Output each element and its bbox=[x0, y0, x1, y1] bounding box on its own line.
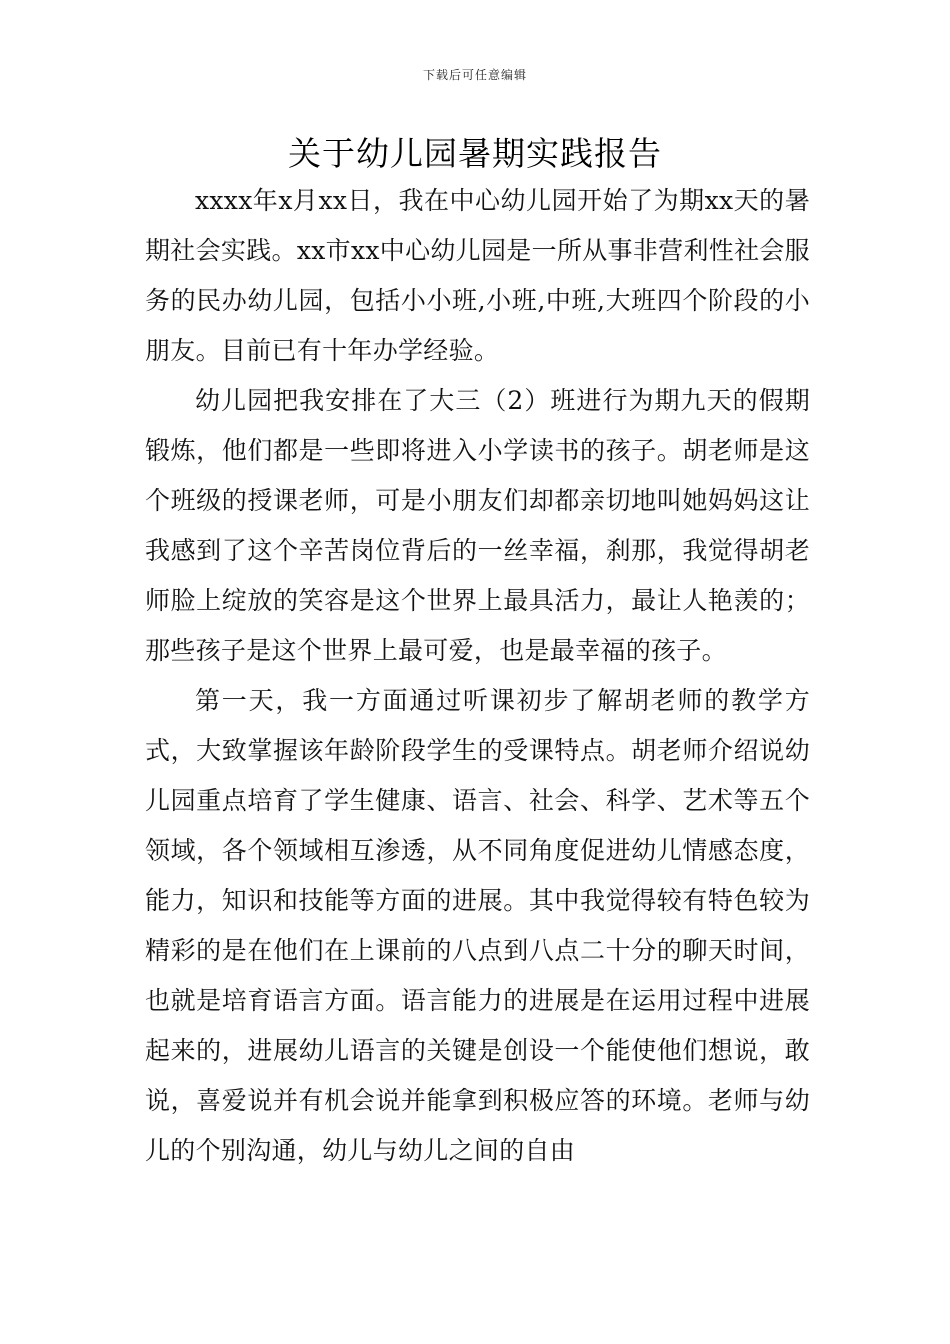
document-title: 关于幼儿园暑期实践报告 bbox=[288, 134, 662, 173]
paragraph-3: 第一天，我一方面通过听课初步了解胡老师的教学方式，大致掌握该年龄阶段学生的受课特点。胡老师介绍说幼儿园重点培育了学生健康、语言、社会、科学、艺术等五个领域，各个领域相互渗透，从不同角度促进幼儿情感态度，能力，知识和技能等方面的进展。其中我觉得较有特色较为精彩的是在他们在上课前的八点到八点二十分的聊天时间，也就是培育语言方面。语言能力的进展是在运用过程中进展起来的，进展幼儿语言的关键是创设一个能使他们想说，敢说，喜爱说并有机会说并能拿到积极应答的环境。老师与幼儿的个别沟通，幼儿与幼儿之间的自由 bbox=[145, 686, 810, 1165]
paragraph-2: 幼儿园把我安排在了大三（2）班进行为期九天的假期锻炼，他们都是一些即将进入小学读书的孩子。胡老师是这个班级的授课老师，可是小朋友们却都亲切地叫她妈妈这让我感到了这个辛苦岗位背后的一丝幸福，刹那，我觉得胡老师脸上绽放的笑容是这个世界上最具活力，最让人艳羡的；那些孩子是这个世界上最可爱，也是最幸福的孩子。 bbox=[145, 386, 810, 665]
header-note: 下载后可任意编辑 bbox=[422, 68, 527, 82]
document-body bbox=[145, 176, 810, 1176]
paragraph-1: xxxx年x月xx日，我在中心幼儿园开始了为期xx天的暑期社会实践。xx市xx中心幼儿园是一所从事非营利性社会服务的民办幼儿园，包括小小班,小班,中班,大班四个阶段的小朋友。目前已有十年办学经验。 bbox=[145, 186, 810, 365]
